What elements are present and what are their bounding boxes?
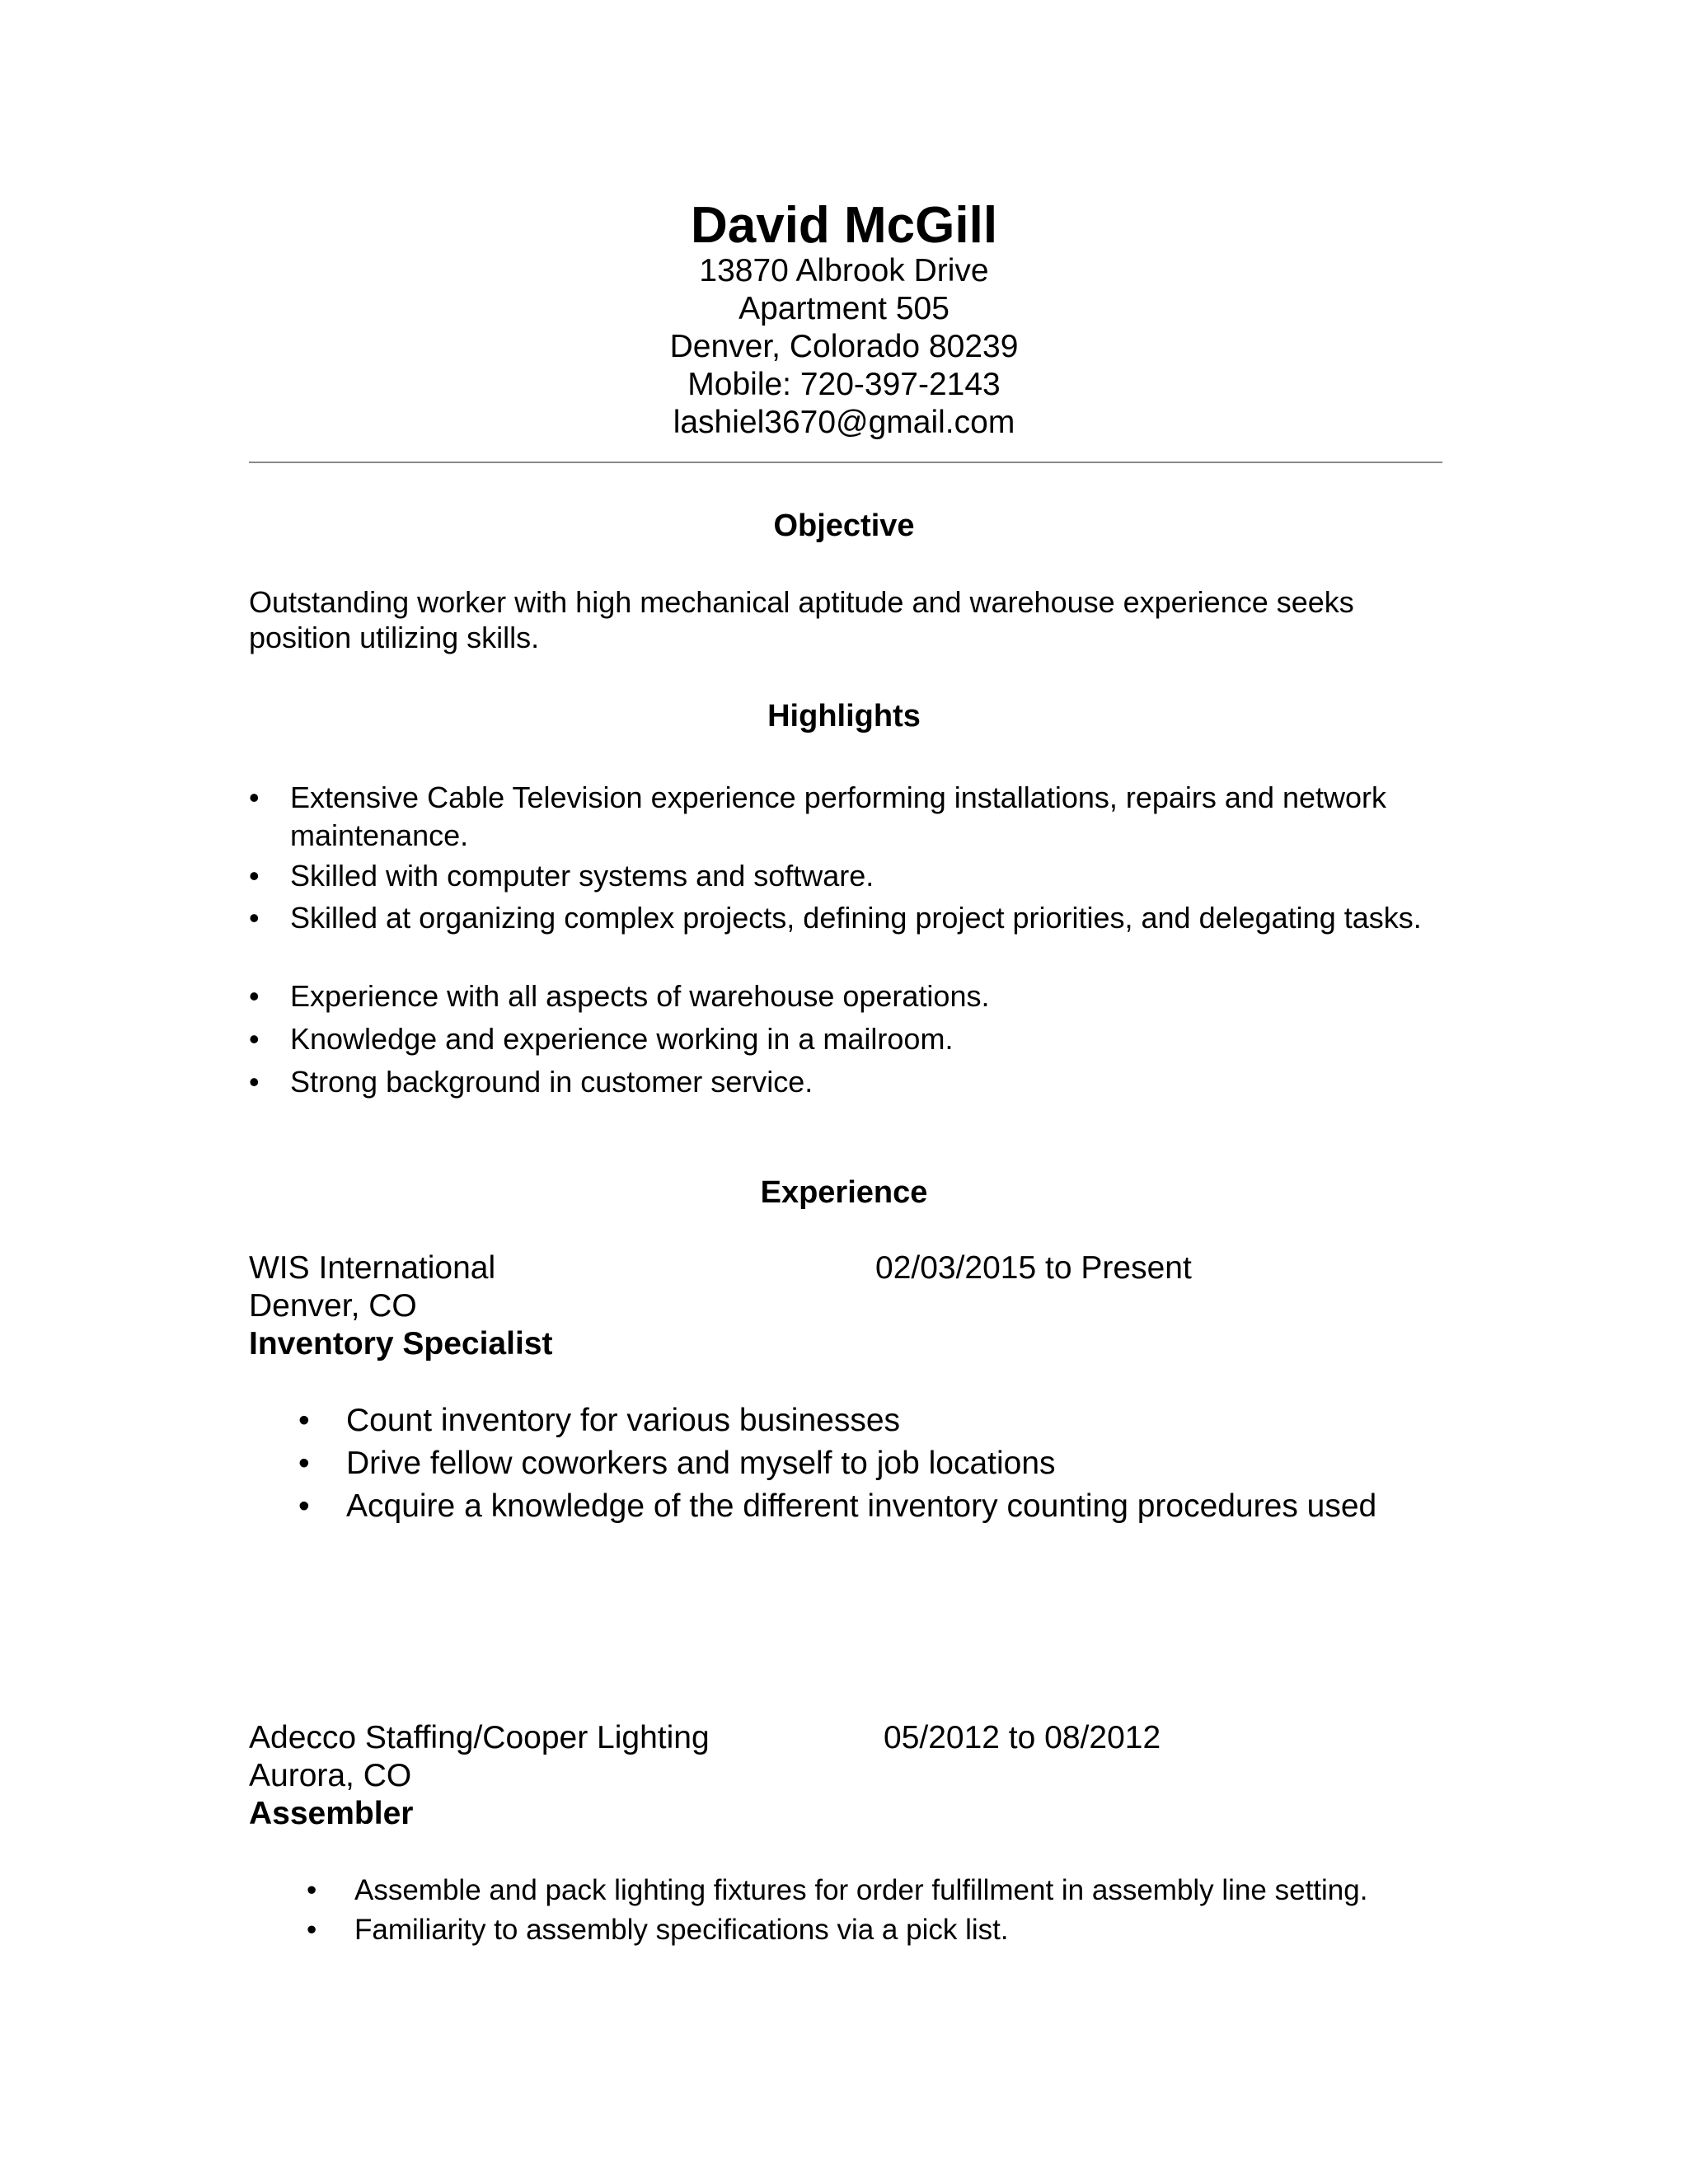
objective-line-1: Outstanding worker with high mechanical aptitude and warehouse experience seeks [249,585,1354,619]
mobile-phone: Mobile: 720-397-2143 [687,367,1001,402]
highlight-text: Skilled at organizing complex projects, defining project priorities, and delegating tasks. [290,901,1422,935]
highlight-item [249,857,1444,895]
job-position: Inventory Specialist [249,1326,553,1361]
highlight-text: Knowledge and experience working in a mailroom. [290,1022,954,1056]
experience-heading: Experience [760,1175,928,1210]
duty-bullet-icon: • [307,1874,317,1906]
objective-heading: Objective [773,509,915,543]
bullet-icon: • [249,780,260,814]
header-divider [249,462,1442,463]
job-location: Denver, CO [249,1288,417,1324]
bullet-icon: • [249,1065,260,1099]
duty-bullet-icon: • [298,1488,310,1524]
highlight-item [249,779,1444,855]
job-duty: Acquire a knowledge of the different inventory counting procedures used [346,1488,1377,1524]
highlight-text: Skilled with computer systems and software. [290,859,874,893]
highlight-text: Strong background in customer service. [290,1065,814,1099]
address-line-2: Apartment 505 [738,291,950,326]
job-duty: Assemble and pack lighting fixtures for order fulfillment in assembly line setting. [354,1874,1368,1906]
job-duty: Familiarity to assembly specifications via a pick list. [354,1914,1009,1946]
duty-bullet-icon: • [307,1914,317,1946]
candidate-name: David McGill [690,197,998,254]
highlight-text: Extensive Cable Television experience performing installations, repairs and network maintenance. [290,780,1387,852]
job-dates: 02/03/2015 to Present [875,1250,1192,1286]
duty-bullet-icon: • [298,1403,310,1438]
highlight-item [249,1063,1444,1101]
job-company: Adecco Staffing/Cooper Lighting [249,1720,710,1755]
highlights-heading: Highlights [767,699,921,733]
objective-line-2: position utilizing skills. [249,621,540,654]
bullet-icon: • [249,859,260,893]
highlight-text: Experience with all aspects of warehouse operations. [290,979,990,1013]
email-address: lashiel3670@gmail.com [673,405,1015,440]
job-company: WIS International [249,1250,496,1286]
job-dates: 05/2012 to 08/2012 [884,1720,1161,1755]
highlight-item [249,899,1444,975]
address-line-1: 13870 Albrook Drive [699,253,989,288]
highlight-item [249,1020,1444,1058]
job-duty: Count inventory for various businesses [346,1403,901,1438]
city-state-zip: Denver, Colorado 80239 [669,329,1019,364]
bullet-icon: • [249,1022,260,1056]
bullet-icon: • [249,901,260,935]
job-duty: Drive fellow coworkers and myself to job locations [346,1446,1056,1481]
highlight-item [249,977,1444,1015]
duty-bullet-icon: • [298,1446,310,1481]
bullet-icon: • [249,979,260,1013]
job-location: Aurora, CO [249,1758,412,1793]
job-position: Assembler [249,1796,414,1831]
